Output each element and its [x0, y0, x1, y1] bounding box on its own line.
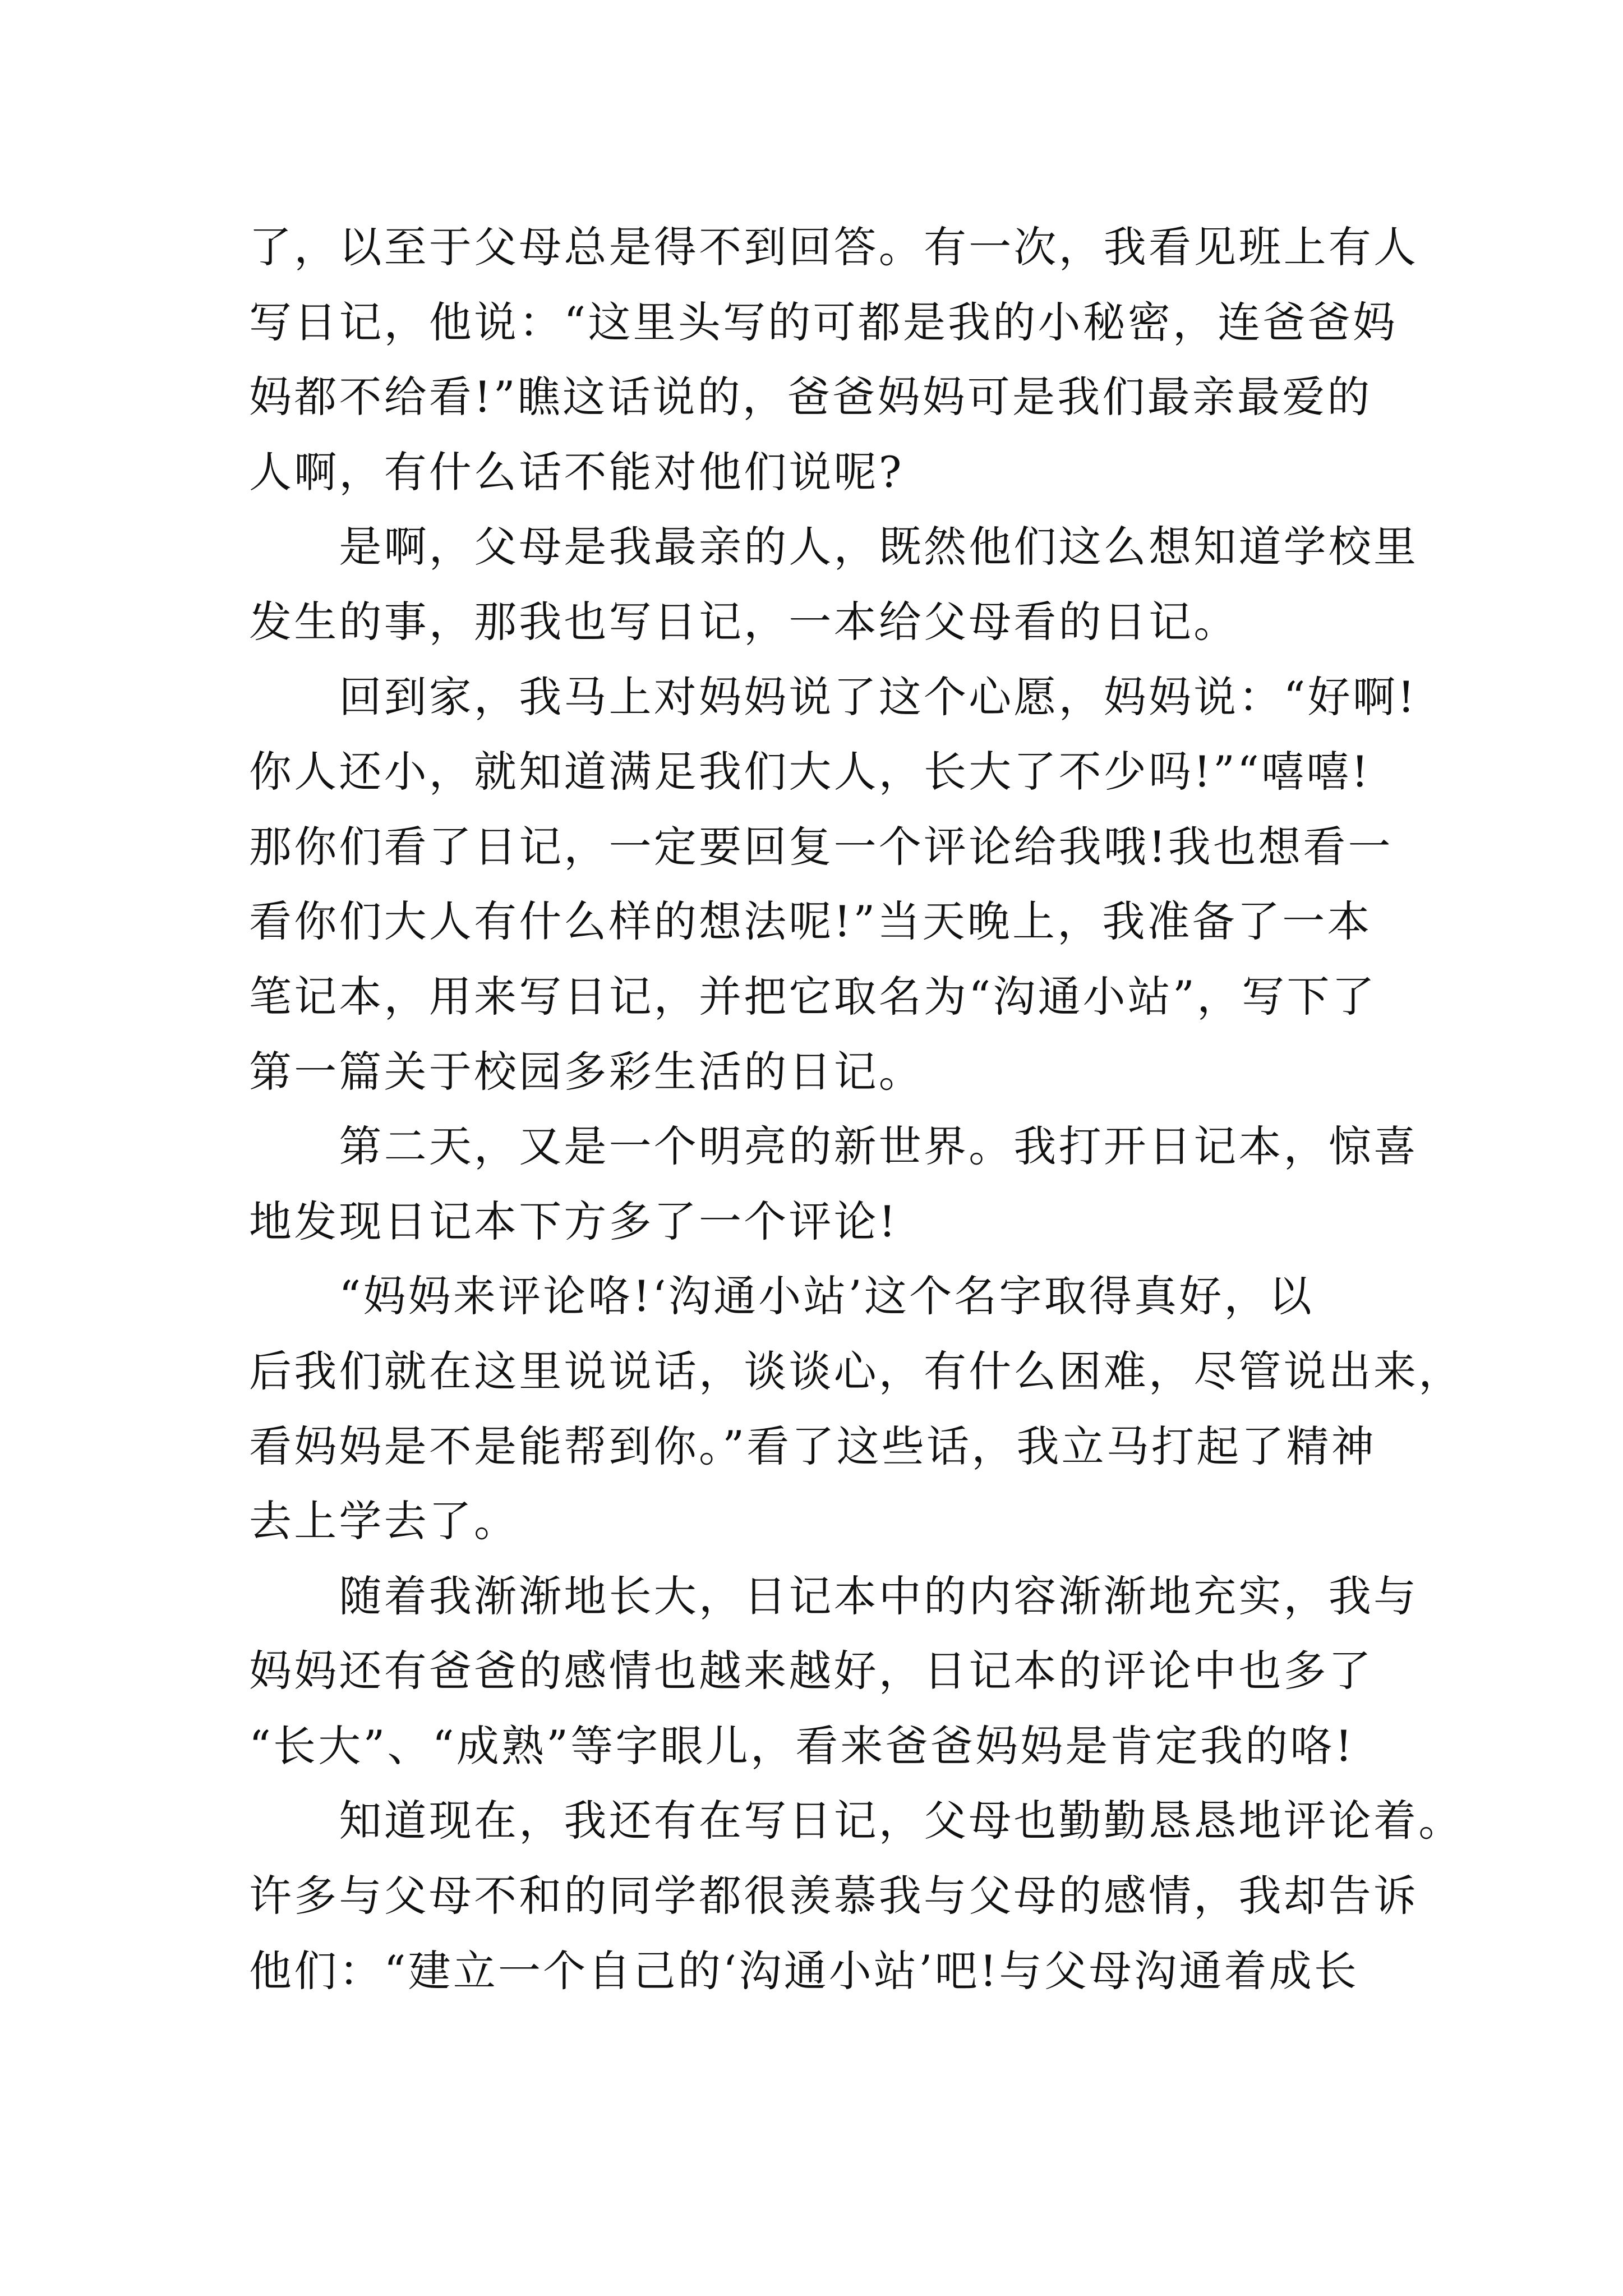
- text-line: 后我们就在这里说说话，谈谈心，有什么困难，尽管说出来，: [249, 1346, 1464, 1396]
- text-line: 去上学去了。: [249, 1496, 519, 1547]
- text-line: 妈妈还有爸爸的感情也越来越好，日记本的评论中也多了: [249, 1646, 1373, 1696]
- text-line: 第一篇关于校园多彩生活的日记。: [249, 1046, 924, 1097]
- text-line: 妈都不给看!”瞧这话说的，爸爸妈妈可是我们最亲最爱的: [249, 372, 1372, 422]
- text-line: 地发现日记本下方多了一个评论!: [249, 1196, 898, 1246]
- text-line: 许多与父母不和的同学都很羡慕我与父母的感情，我却告诉: [249, 1871, 1419, 1921]
- text-line: “妈妈来评论咯!‘沟通小站’这个名字取得真好，以: [249, 1271, 1314, 1322]
- text-line: 随着我渐渐地长大，日记本中的内容渐渐地充实，我与: [249, 1571, 1419, 1621]
- text-line: 笔记本，用来写日记，并把它取名为“沟通小站”，写下了: [249, 971, 1377, 1022]
- text-line: 写日记，他说：“这里头写的可都是我的小秘密，连爸爸妈: [249, 297, 1398, 347]
- text-line: 发生的事，那我也写日记，一本给父母看的日记。: [249, 596, 1239, 647]
- text-line: 第二天，又是一个明亮的新世界。我打开日记本，惊喜: [249, 1121, 1419, 1172]
- text-line: “长大”、“成熟”等字眼儿，看来爸爸妈妈是肯定我的咯!: [249, 1720, 1355, 1771]
- text-line: 回到家，我马上对妈妈说了这个心愿，妈妈说：“好啊!: [249, 671, 1417, 722]
- text-line: 看你们大人有什么样的想法呢!”当天晚上，我准备了一本: [249, 896, 1372, 947]
- text-line: 那你们看了日记，一定要回复一个评论给我哦!我也想看一: [249, 821, 1393, 872]
- text-line: 他们：“建立一个自己的‘沟通小站’吧!与父母沟通着成长: [249, 1945, 1359, 1996]
- text-line: 知道现在，我还有在写日记，父母也勤勤恳恳地评论着。: [249, 1796, 1464, 1846]
- text-line: 人啊，有什么话不能对他们说呢?: [249, 447, 904, 497]
- text-line: 了，以至于父母总是得不到回答。有一次，我看见班上有人: [249, 222, 1419, 272]
- text-line: 你人还小，就知道满足我们大人，长大了不少吗!”“嘻嘻!: [249, 747, 1371, 797]
- body-text: [249, 210, 1464, 2008]
- text-line: 是啊，父母是我最亲的人，既然他们这么想知道学校里: [249, 522, 1419, 572]
- text-line: 看妈妈是不是能帮到你。”看了这些话，我立马打起了精神: [249, 1421, 1377, 1471]
